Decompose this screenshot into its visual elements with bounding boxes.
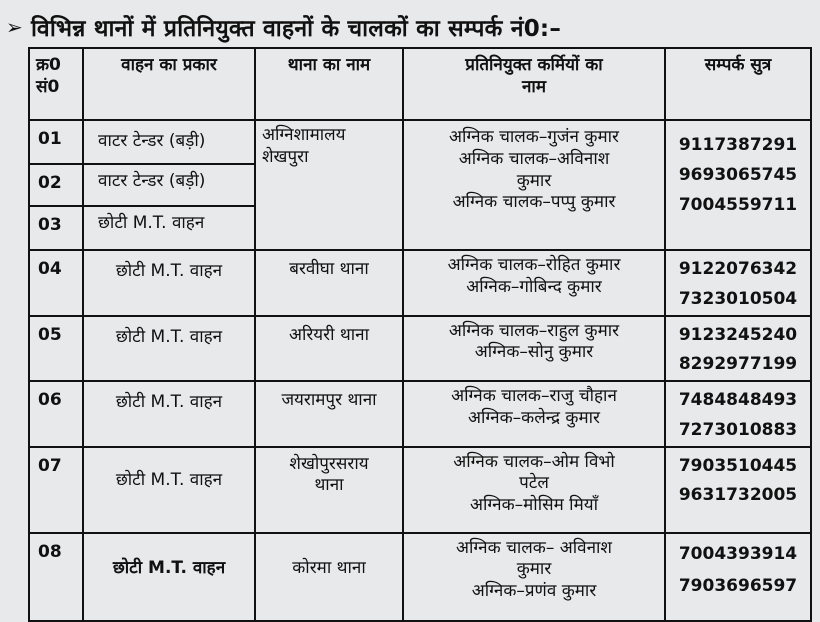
- serial-number: 03: [29, 206, 83, 250]
- header-sn: क्र0 सं0: [29, 48, 83, 120]
- contact-table: [28, 47, 812, 622]
- serial-number: 07: [29, 447, 83, 533]
- contact-numbers: 9122076342 7323010504: [665, 250, 811, 316]
- contact-numbers: 9117387291 9693065745 7004559711: [665, 120, 811, 250]
- table-row: [29, 533, 811, 621]
- contact-numbers: 7484848493 7273010883: [665, 381, 811, 447]
- station-name: शेखोपुरसराय थाना: [255, 447, 403, 533]
- vehicle-type: छोटी M.T. वाहन: [83, 206, 255, 250]
- heading-text: विभिन्न थानों में प्रतिनियुक्त वाहनों के चालकों का सम्पर्क नं0:–: [30, 16, 562, 42]
- personnel-names: अग्निक चालक– अविनाश कुमार अग्निक–प्रणंव कुमार: [403, 533, 665, 621]
- serial-number: 02: [29, 164, 83, 206]
- serial-number: 04: [29, 250, 83, 316]
- vehicle-type: छोटी M.T. वाहन: [83, 447, 255, 533]
- header-personnel: प्रतिनियुक्त कर्मियों का नाम: [403, 48, 665, 120]
- header-station: थाना का नाम: [255, 48, 403, 120]
- station-name: अग्निशामालय शेखपुरा: [255, 120, 403, 250]
- personnel-names: अग्निक चालक–राहुल कुमार अग्निक–सोनु कुमार: [403, 316, 665, 382]
- contact-numbers: 9123245240 8292977199: [665, 316, 811, 382]
- serial-number: 08: [29, 533, 83, 621]
- station-name: कोरमा थाना: [255, 533, 403, 621]
- table-row: [29, 250, 811, 316]
- table-header-row: [29, 48, 811, 120]
- table-row: [29, 381, 811, 447]
- vehicle-type: छोटी M.T. वाहन: [83, 250, 255, 316]
- header-contact: सम्पर्क सुत्र: [665, 48, 811, 120]
- contact-numbers: 7004393914 7903696597: [665, 533, 811, 621]
- header-vehicle: वाहन का प्रकार: [83, 48, 255, 120]
- personnel-names: अग्निक चालक–ओम विभो पटेल अग्निक–मोसिम मियाँ: [403, 447, 665, 533]
- serial-number: 05: [29, 316, 83, 382]
- station-name: अरियरी थाना: [255, 316, 403, 382]
- table-row: [29, 447, 811, 533]
- table-row: [29, 120, 811, 164]
- page-heading: [6, 8, 561, 46]
- vehicle-type: वाटर टेन्डर (बड़ी): [83, 120, 255, 164]
- personnel-names: अग्निक चालक–राजु चौहान अग्निक–कलेन्द्र कुमार: [403, 381, 665, 447]
- personnel-names: अग्निक चालक–गुजंन कुमार अग्निक चालक–अविनाश कुमार अग्निक चालक–पप्पु कुमार: [403, 120, 665, 250]
- serial-number: 01: [29, 120, 83, 164]
- vehicle-type: छोटी M.T. वाहन: [83, 316, 255, 382]
- station-name: बरवीघा थाना: [255, 250, 403, 316]
- table-row: [29, 316, 811, 382]
- station-name: जयरामपुर थाना: [255, 381, 403, 447]
- personnel-names: अग्निक चालक–रोहित कुमार अग्निक–गोबिन्द कुमार: [403, 250, 665, 316]
- vehicle-type: छोटी M.T. वाहन: [83, 533, 255, 621]
- serial-number: 06: [29, 381, 83, 447]
- contact-numbers: 7903510445 9631732005: [665, 447, 811, 533]
- arrow-bullet-icon: ➢: [6, 15, 23, 39]
- vehicle-type: वाटर टेन्डर (बड़ी): [83, 164, 255, 206]
- vehicle-type: छोटी M.T. वाहन: [83, 381, 255, 447]
